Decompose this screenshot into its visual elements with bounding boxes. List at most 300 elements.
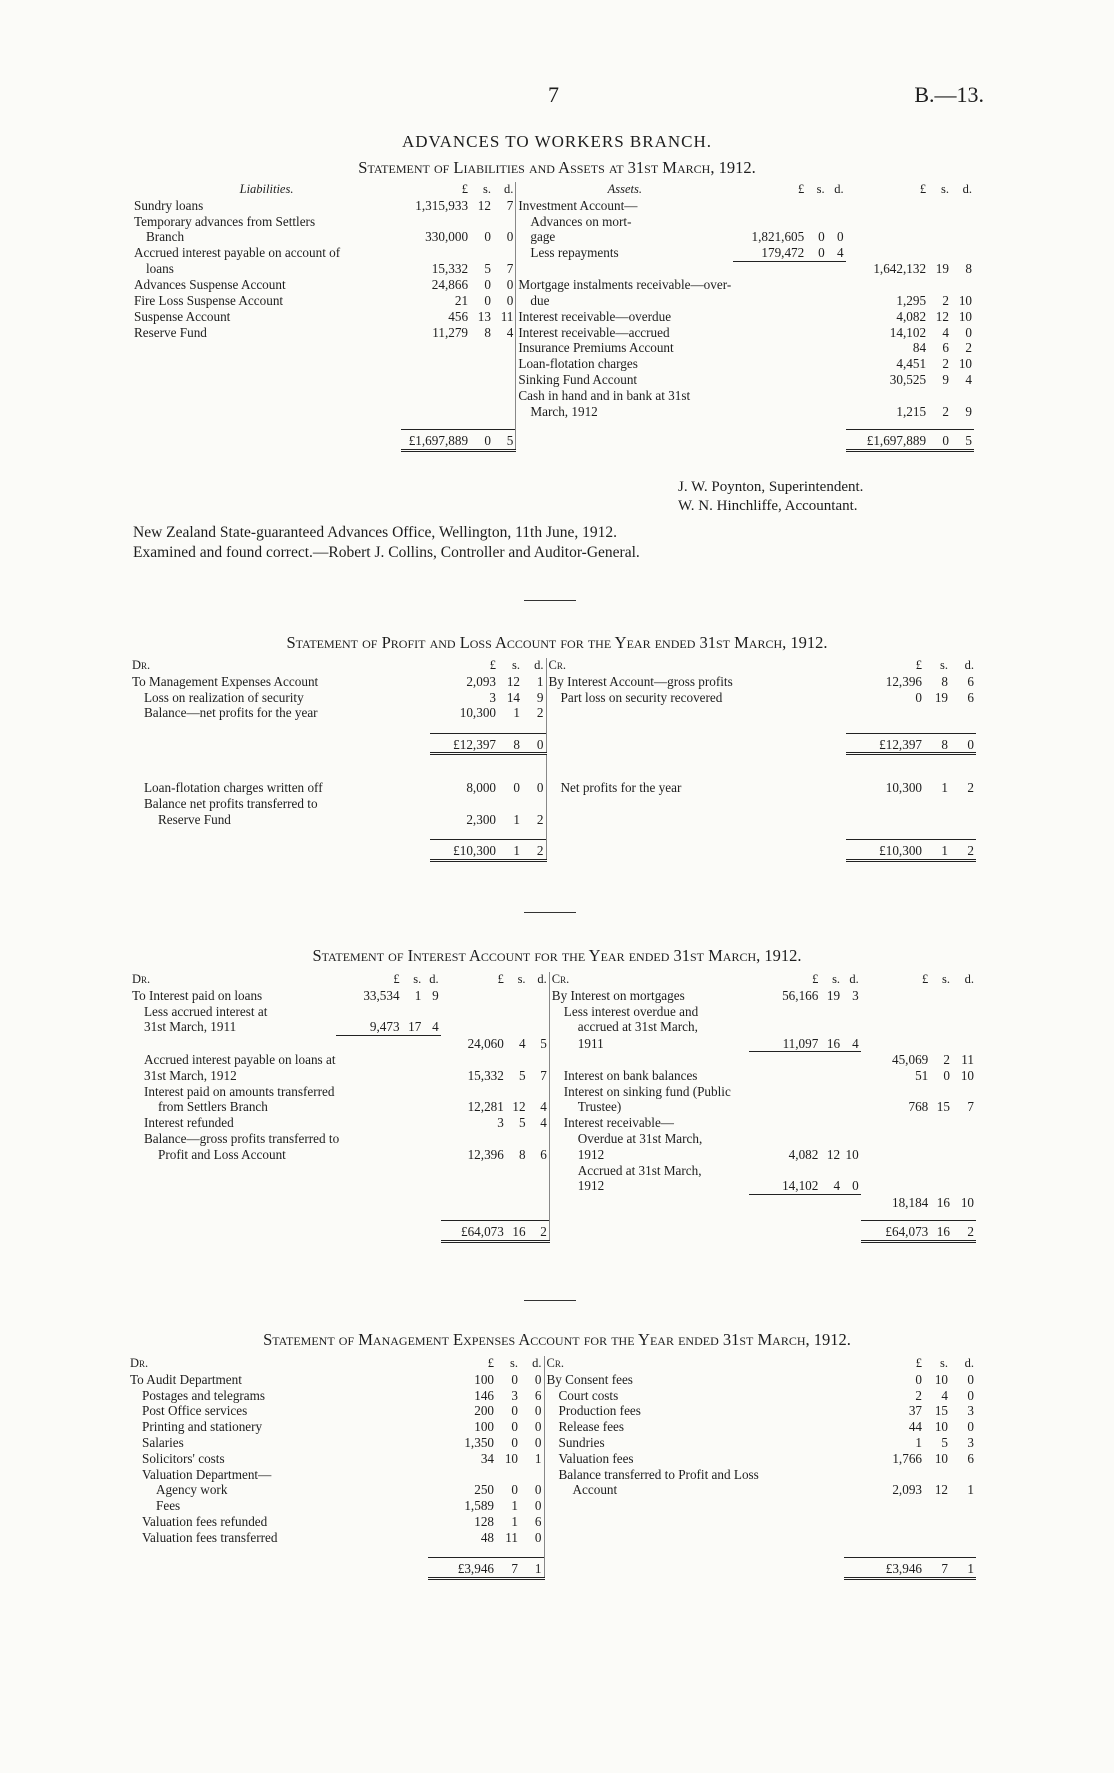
liability-pounds: 456	[448, 308, 469, 324]
asset-pounds	[846, 388, 928, 404]
asset-shillings: 19	[935, 261, 949, 277]
debit-shillings: 0	[511, 1434, 518, 1450]
credit-subtotal-shillings: 19	[826, 987, 841, 1003]
debit-label: Printing and stationery	[142, 1419, 263, 1435]
debit-pence: 5	[540, 1035, 547, 1051]
debit-subtotal-pence	[423, 1004, 440, 1020]
liability-pounds: 21	[454, 293, 469, 309]
table-row	[132, 404, 974, 420]
debit-label: Valuation fees refunded	[142, 1513, 268, 1529]
debit-pounds: 1,589	[464, 1498, 494, 1514]
currency-pence-header: d.	[429, 972, 439, 986]
debit-shillings	[506, 1004, 528, 1020]
asset-shillings: 2	[942, 356, 949, 372]
debit-pounds: 12,281	[467, 1099, 504, 1115]
currency-shilling-header: s.	[940, 182, 949, 196]
credit-pounds: 2,093	[892, 1482, 922, 1498]
debit-pounds	[428, 1467, 496, 1483]
currency-shilling-header: s.	[517, 972, 526, 986]
debit-subtotal-shillings	[402, 1036, 424, 1052]
debit-pounds	[441, 988, 506, 1004]
debit-shillings: 1	[513, 705, 520, 721]
credit-pounds	[861, 1115, 931, 1131]
table-row	[130, 690, 976, 706]
debit-pounds	[441, 1195, 506, 1211]
credit-pence: 3	[967, 1434, 974, 1450]
credit-subtotal-pence: 4	[852, 1035, 859, 1051]
debit-subtotal-pounds	[336, 1178, 401, 1194]
table-cell	[928, 419, 951, 429]
currency-pence-header: d.	[964, 1356, 974, 1370]
debit-subtotal-pence	[423, 1036, 440, 1052]
debit-subtotal-shillings: 17	[408, 1019, 422, 1035]
asset-label	[516, 261, 733, 277]
asset-subtotal-pounds	[733, 309, 806, 325]
table-row	[128, 1558, 976, 1579]
credit-subtotal-shillings	[820, 1115, 842, 1131]
currency-shilling-header: s.	[512, 658, 520, 672]
table-cell	[549, 1210, 748, 1220]
asset-subtotal-pounds	[733, 325, 806, 341]
table-cell	[842, 1220, 861, 1241]
table-row	[130, 1131, 976, 1147]
total-debit-shillings: 16	[506, 1220, 528, 1241]
debit-pence: 0	[536, 779, 544, 795]
table-cell	[130, 827, 430, 839]
credit-subtotal-pence	[842, 1084, 861, 1100]
credit-subtotal-pence	[842, 1052, 861, 1068]
asset-subtotal-pence	[827, 325, 846, 341]
table-cell	[493, 340, 516, 356]
asset-pounds	[846, 245, 928, 261]
debit-label	[130, 1163, 336, 1179]
asset-subtotal-pounds: 179,472	[761, 245, 805, 261]
debit-shillings	[506, 1163, 528, 1179]
credit-label: Net profits for the year	[546, 780, 846, 796]
credit-subtotal-pounds	[749, 1068, 821, 1084]
debit-label: Valuation fees transferred	[142, 1529, 278, 1545]
liability-label: Suspense Account	[134, 308, 231, 324]
currency-shilling-header: s.	[510, 1356, 518, 1370]
debit-shillings: 0	[511, 1371, 518, 1387]
credit-shillings	[930, 1178, 952, 1194]
table-row	[130, 1195, 976, 1211]
total-debit-pounds: £64,073	[441, 1220, 506, 1241]
credit-pence	[952, 1115, 976, 1131]
debit-heading: Dr.	[130, 1356, 149, 1370]
credit-pounds: 45,069	[891, 1051, 929, 1067]
table-row	[132, 261, 974, 277]
credit-shillings: 15	[936, 1099, 950, 1115]
credit-shillings: 8	[941, 673, 948, 689]
credit-pounds: 1,766	[892, 1450, 922, 1466]
credit-pounds: 37	[908, 1403, 922, 1419]
table-cell	[951, 419, 974, 429]
liability-pence	[493, 245, 516, 261]
total-credit-pounds: £12,397	[846, 733, 924, 754]
table-cell	[336, 1220, 401, 1241]
table-row	[132, 419, 974, 429]
total-debit-shillings: 8	[498, 733, 522, 754]
currency-pound-header: £	[797, 182, 805, 196]
table-row	[132, 340, 974, 356]
asset-pence	[951, 229, 974, 245]
debit-pence: 2	[536, 705, 544, 721]
debit-label: Interest paid on amounts transferred	[144, 1083, 335, 1099]
table-row	[128, 1467, 976, 1483]
table-row	[132, 229, 974, 245]
table-row	[132, 198, 974, 214]
asset-subtotal-pounds	[733, 372, 806, 388]
table-cell	[520, 1546, 544, 1558]
table-cell	[544, 1558, 844, 1579]
table-row	[130, 658, 976, 674]
asset-shillings	[928, 229, 951, 245]
table-row	[128, 1356, 976, 1372]
credit-shillings: 15	[934, 1403, 948, 1419]
table-row	[130, 1019, 976, 1035]
debit-label: from Settlers Branch	[158, 1099, 268, 1115]
asset-label: Less repayments	[516, 245, 733, 261]
debit-pence: 1	[536, 673, 544, 689]
debit-shillings: 0	[511, 1482, 518, 1498]
credit-subtotal-pounds: 56,166	[782, 987, 819, 1003]
debit-subtotal-pence: 4	[432, 1019, 439, 1035]
debit-label: Postages and telegrams	[142, 1387, 266, 1403]
table-row	[130, 733, 976, 754]
table-cell	[493, 419, 516, 429]
credit-shillings: 16	[936, 1194, 950, 1210]
credit-pence	[952, 988, 976, 1004]
table-row	[130, 1178, 976, 1194]
s3-title: Statement of Interest Account for the Year ended 31st March, 1912.	[312, 946, 802, 965]
total-debit-pence: 2	[522, 839, 546, 860]
debit-pence: 4	[540, 1099, 547, 1115]
asset-pence	[951, 198, 974, 214]
credit-subtotal-pence	[842, 1115, 861, 1131]
credit-pence: 2	[967, 779, 974, 795]
credit-pounds: 0	[915, 1371, 922, 1387]
credit-shillings: 1	[941, 779, 948, 795]
credit-label: 1912	[549, 1178, 748, 1194]
credit-pence	[952, 1036, 976, 1052]
debit-subtotal-pence: 9	[432, 987, 439, 1003]
debit-label: Loss on realization of security	[144, 689, 304, 705]
debit-pence	[528, 1178, 550, 1194]
liability-pence: 0	[506, 293, 514, 309]
table-cell	[132, 372, 401, 388]
table-cell	[496, 1546, 520, 1558]
debit-label: Accrued interest payable on loans at	[144, 1051, 336, 1067]
debit-pounds: 24,060	[467, 1035, 504, 1051]
table-cell	[516, 429, 733, 450]
debit-shillings	[506, 1052, 528, 1068]
page-number: 7	[548, 82, 559, 107]
credit-subtotal-shillings	[820, 1099, 842, 1115]
credit-pounds	[846, 705, 924, 721]
credit-subtotal-shillings	[820, 1084, 842, 1100]
table-row	[130, 839, 976, 860]
table-cell	[930, 1210, 952, 1220]
credit-heading: Cr.	[546, 658, 846, 674]
currency-pence-header: d.	[964, 972, 974, 986]
credit-pence: 1	[967, 1482, 974, 1498]
debit-subtotal-pounds	[336, 1163, 401, 1179]
table-row	[132, 356, 974, 372]
asset-subtotal-shillings: 0	[818, 245, 825, 261]
table-cell	[546, 827, 846, 839]
credit-shillings	[930, 1019, 952, 1035]
table-cell	[924, 1546, 950, 1558]
credit-subtotal-pence	[842, 1019, 861, 1035]
debit-shillings: 1	[511, 1513, 518, 1529]
table-cell	[924, 721, 950, 733]
credit-shillings	[930, 1036, 952, 1052]
debit-pence: 0	[534, 1419, 542, 1435]
table-row	[130, 1068, 976, 1084]
liability-pence: 11	[500, 308, 514, 324]
liabilities-assets-statement	[132, 182, 974, 452]
table-cell	[549, 1220, 748, 1241]
table-row	[128, 1372, 976, 1388]
credit-label: Interest on bank balances	[549, 1068, 748, 1084]
debit-pence: 7	[540, 1067, 547, 1083]
liability-shillings: 12	[477, 197, 491, 213]
credit-subtotal-pence	[842, 1131, 861, 1147]
table-cell	[844, 1546, 924, 1558]
debit-label	[130, 1036, 336, 1052]
asset-pence: 8	[965, 261, 972, 277]
asset-pence: 10	[958, 356, 972, 372]
credit-pence	[952, 1004, 976, 1020]
table-cell	[546, 839, 846, 860]
asset-subtotal-pence	[827, 372, 846, 388]
currency-pence-header: d.	[849, 972, 859, 986]
asset-label: gage	[516, 229, 733, 245]
debit-label: 31st March, 1911	[144, 1019, 237, 1035]
credit-shillings: 10	[934, 1450, 948, 1466]
asset-subtotal-pence	[827, 404, 846, 420]
credit-subtotal-pounds	[749, 1052, 821, 1068]
management-expenses-table	[128, 1356, 976, 1578]
debit-shillings: 11	[505, 1529, 518, 1545]
debit-pence: 1	[534, 1450, 542, 1466]
credit-shillings: 19	[934, 689, 948, 705]
credit-pence: 0	[967, 1419, 974, 1435]
debit-subtotal-pence	[423, 1068, 440, 1084]
credit-label	[549, 1195, 748, 1211]
asset-pounds: 84	[912, 340, 927, 356]
asset-label: Insurance Premiums Account	[516, 340, 733, 356]
liability-label: Sundry loans	[134, 197, 204, 213]
credit-pounds: 51	[915, 1067, 929, 1083]
credit-pounds	[861, 1036, 931, 1052]
table-cell	[950, 1546, 976, 1558]
asset-pence	[951, 214, 974, 230]
asset-subtotal-pounds	[733, 404, 806, 420]
asset-pounds	[846, 229, 928, 245]
credit-shillings	[924, 705, 950, 721]
debit-shillings: 5	[518, 1115, 526, 1131]
credit-label	[546, 705, 846, 721]
debit-pounds: 34	[480, 1450, 494, 1466]
asset-subtotal-pounds	[733, 340, 806, 356]
table-cell	[806, 429, 826, 450]
currency-pence-header: d.	[962, 182, 972, 196]
total-credit-pounds: £10,300	[846, 839, 924, 860]
debit-pounds: 8,000	[466, 779, 496, 795]
debit-subtotal-pence	[423, 1195, 440, 1211]
table-cell	[733, 429, 806, 450]
debit-pounds: 100	[474, 1371, 494, 1387]
table-cell	[522, 827, 546, 839]
asset-subtotal-pence	[827, 198, 846, 214]
credit-label	[544, 1530, 844, 1546]
liability-label: Fire Loss Suspense Account	[134, 293, 284, 309]
s2-title: Statement of Profit and Loss Account for the Year ended 31st March, 1912.	[286, 633, 828, 652]
credit-shillings	[924, 796, 950, 812]
debit-label: Post Office services	[142, 1403, 248, 1419]
table-row	[128, 1530, 976, 1546]
currency-pound-header: £	[487, 1356, 494, 1370]
asset-label: Cash in hand and in bank at 31st	[516, 388, 733, 404]
total-liabilities-pounds: £1,697,889	[401, 429, 470, 450]
currency-shilling-header: s.	[941, 972, 950, 986]
debit-label: To Management Expenses Account	[132, 673, 319, 689]
signature-accountant: W. N. Hinchliffe, Accountant.	[678, 498, 858, 514]
debit-pounds: 250	[474, 1482, 494, 1498]
credit-shillings	[930, 1147, 952, 1163]
credit-subtotal-shillings	[820, 1195, 842, 1211]
credit-pence	[952, 1084, 976, 1100]
table-cell	[749, 1220, 821, 1241]
profit-loss-table	[130, 658, 976, 860]
table-cell	[861, 1210, 931, 1220]
liability-pounds: 24,866	[431, 277, 469, 293]
liability-shillings: 0	[484, 293, 491, 309]
debit-label: Interest refunded	[144, 1115, 234, 1131]
table-cell	[498, 721, 522, 733]
s4-title: Statement of Management Expenses Account for the Year ended 31st March, 1912.	[263, 1330, 851, 1349]
asset-subtotal-shillings	[806, 340, 826, 356]
table-row	[130, 1220, 976, 1241]
table-cell	[842, 1210, 861, 1220]
table-cell	[402, 1220, 424, 1241]
debit-pence	[528, 1019, 550, 1035]
credit-pounds	[844, 1530, 924, 1546]
asset-pence	[951, 277, 974, 293]
asset-subtotal-shillings	[806, 404, 826, 420]
debit-subtotal-pence	[423, 1115, 440, 1131]
credit-label: Accrued at 31st March,	[549, 1163, 748, 1179]
table-cell	[401, 372, 470, 388]
table-cell	[546, 721, 846, 733]
debit-shillings	[506, 988, 528, 1004]
debit-pounds: 2,093	[466, 673, 496, 689]
liability-label: Advances Suspense Account	[134, 277, 286, 293]
asset-subtotal-shillings	[806, 388, 826, 404]
total-debit-pounds: £12,397	[430, 733, 498, 754]
credit-subtotal-shillings	[820, 1131, 842, 1147]
table-cell	[430, 827, 498, 839]
asset-subtotal-pounds	[733, 293, 806, 309]
credit-shillings: 4	[941, 1387, 948, 1403]
total-credit-shillings: 8	[924, 733, 950, 754]
credit-shillings	[924, 1498, 950, 1514]
debit-label: Profit and Loss Account	[158, 1146, 286, 1162]
debit-pounds: 3	[497, 1115, 504, 1131]
debit-pence	[528, 1004, 550, 1020]
credit-pence: 0	[967, 1387, 974, 1403]
asset-shillings: 2	[942, 403, 949, 419]
s1-title: Statement of Liabilities and Assets at 31st March, 1912.	[358, 158, 756, 177]
interest-account-table	[130, 972, 976, 1241]
table-row	[130, 674, 976, 690]
liability-label: Reserve Fund	[134, 324, 207, 340]
currency-pence-header: d.	[964, 658, 974, 672]
total-debit-pence: 0	[522, 733, 546, 754]
debit-pounds	[441, 1131, 506, 1147]
credit-label: Court costs	[544, 1388, 844, 1404]
asset-pence	[951, 388, 974, 404]
debit-label: Less accrued interest at	[144, 1003, 268, 1019]
debit-pounds: 12,396	[467, 1146, 504, 1162]
asset-subtotal-shillings	[806, 372, 826, 388]
debit-label	[130, 1195, 336, 1211]
debit-pounds: 10,300	[459, 705, 496, 721]
currency-pound-header: £	[497, 972, 504, 986]
table-row	[132, 372, 974, 388]
credit-pence: 11	[961, 1051, 974, 1067]
table-cell	[846, 721, 924, 733]
table-row	[130, 1115, 976, 1131]
credit-subtotal-shillings: 16	[826, 1035, 841, 1051]
table-cell	[430, 721, 498, 733]
debit-shillings	[506, 1084, 528, 1100]
credit-shillings: 10	[934, 1419, 948, 1435]
credit-shillings: 0	[943, 1067, 950, 1083]
currency-pence-header: d.	[504, 182, 514, 196]
total-credit-pence: 1	[950, 1558, 976, 1579]
table-row	[132, 182, 974, 198]
total-debit-pence: 2	[528, 1220, 550, 1241]
liability-shillings: 5	[484, 261, 491, 277]
credit-label: Valuation fees	[544, 1451, 844, 1467]
debit-pence: 6	[540, 1146, 547, 1162]
asset-pounds: 30,525	[889, 372, 927, 388]
office-note: New Zealand State-guaranteed Advances Office, Wellington, 11th June, 1912.	[133, 524, 617, 541]
table-row	[128, 1482, 976, 1498]
credit-label: accrued at 31st March,	[549, 1019, 748, 1035]
table-cell	[924, 827, 950, 839]
total-liabilities-pence: 5	[493, 429, 516, 450]
total-credit-shillings: 1	[924, 839, 950, 860]
auditor-note: Examined and found correct.—Robert J. Collins, Controller and Auditor-General.	[133, 544, 640, 561]
debit-label: Fees	[156, 1498, 181, 1514]
table-cell	[506, 1210, 528, 1220]
debit-shillings: 5	[518, 1067, 526, 1083]
total-debit-pounds: £10,300	[430, 839, 498, 860]
debit-pounds	[441, 1178, 506, 1194]
credit-pence	[952, 1163, 976, 1179]
debit-pounds: 100	[474, 1419, 494, 1435]
credit-shillings	[924, 1514, 950, 1530]
table-row	[130, 1099, 976, 1115]
currency-pence-header: d.	[834, 182, 844, 196]
credit-subtotal-pence	[842, 1163, 861, 1179]
asset-subtotal-shillings	[806, 277, 826, 293]
table-cell	[546, 733, 846, 754]
